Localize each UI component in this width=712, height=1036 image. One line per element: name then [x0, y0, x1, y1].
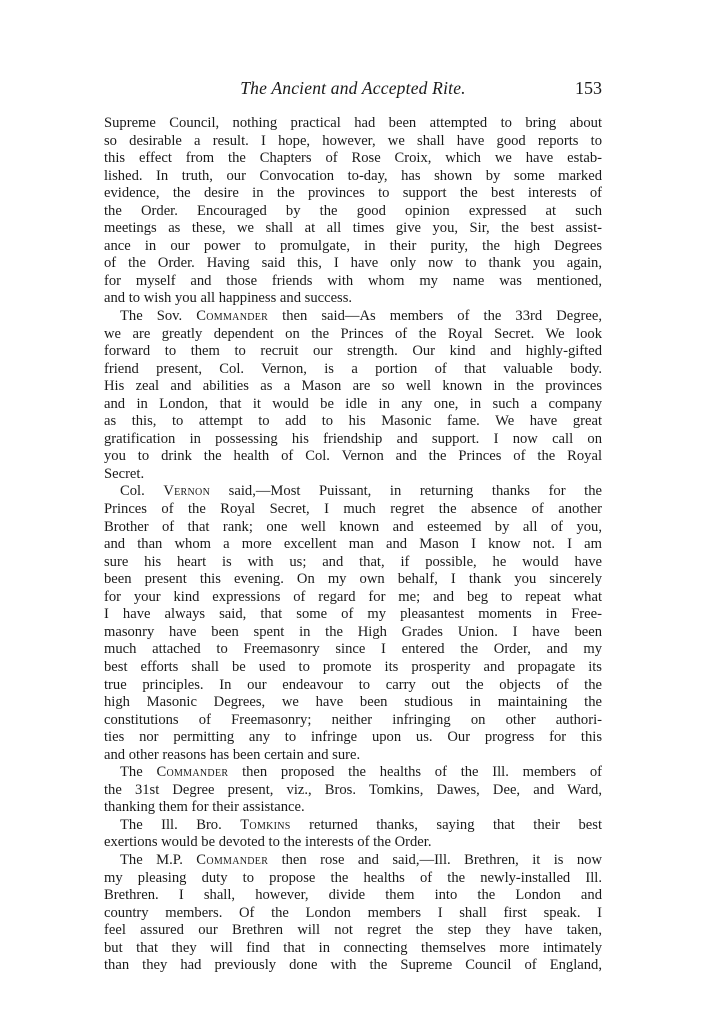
speaker-name: Tomkins [240, 816, 291, 833]
speaker-name: Commander [156, 764, 229, 781]
text-line: feel assured our Brethren will not regret the step they have taken, [104, 922, 602, 939]
text-line: and other reasons has been certain and sure. [104, 746, 361, 763]
text-line: for myself and those friends with whom my name was mentioned, [104, 272, 602, 289]
line-text: The M.P. [120, 851, 197, 868]
text-line: Secret. [104, 465, 145, 482]
text-line: forward to them to recruit our strength. Our kind and highly-gifted [104, 343, 602, 360]
text-line: so desirable a result. I hope, however, we shall have good reports to [104, 132, 602, 149]
running-head [104, 78, 602, 104]
line-text: Col. [120, 483, 164, 500]
text-line: evidence, the desire in the provinces to support the best interests of [104, 185, 602, 202]
page-number: 153 [575, 78, 602, 98]
text-line: Supreme Council, nothing practical had been attempted to bring about [104, 115, 602, 131]
text-line: country members. Of the London members I shall first speak. I [104, 904, 602, 921]
line-text: The [120, 764, 157, 781]
speaker-name: Commander [196, 851, 269, 868]
text-line [104, 483, 602, 501]
text-line: and than whom a more excellent man and Mason I know not. I am [104, 536, 602, 553]
text-line: sure his heart is with us; and that, if possible, he would have [104, 553, 602, 570]
text-line: Brethren. I shall, however, divide them into the London and [104, 887, 602, 904]
running-title: The Ancient and Accepted Rite. [240, 78, 466, 98]
text-line: high Masonic Degrees, we have been studious in maintaining the [104, 694, 602, 711]
text-line: ties nor permitting any to infringe upon us. Our progress for this [104, 729, 602, 746]
text-line: constitutions of Freemasonry; neither infringing on other authori- [104, 711, 602, 728]
line-text: then proposed the healths of the Ill. members of [228, 764, 602, 781]
text-line: you to drink the health of Col. Vernon and the Princes of the Royal [104, 448, 602, 465]
text-line: been present this evening. On my own behalf, I thank you sincerely [104, 571, 602, 588]
body-text [104, 115, 602, 975]
text-line: His zeal and abilities as a Mason are so well known in the provinces [104, 378, 602, 395]
text-line [104, 852, 602, 870]
text-line: gratification in possessing his friendship and support. I now call on [104, 430, 602, 447]
line-text: said,—Most Puissant, in returning thanks for the [210, 483, 602, 500]
line-text: The Sov. [120, 308, 197, 325]
text-line [104, 764, 602, 782]
line-text: then rose and said,—Ill. Brethren, it is now [268, 851, 602, 868]
text-line: I have always said, that some of my pleasantest moments in Free- [104, 606, 602, 623]
text-line: thanking them for their assistance. [104, 799, 305, 816]
line-text: returned thanks, saying that their best [290, 816, 602, 833]
line-text: The Ill. Bro. [120, 816, 241, 833]
text-line: but that they will find that in connecting themselves more intimately [104, 939, 602, 956]
text-line: Princes of the Royal Secret, I much regret the absence of another [104, 501, 602, 518]
text-line: as this, to attempt to add to his Masonic fame. We have great [104, 413, 602, 430]
text-line: best efforts shall be used to promote its prosperity and propagate its [104, 658, 602, 675]
text-line: for your kind expressions of regard for me; and beg to repeat what [104, 588, 602, 605]
text-line: much attached to Freemasonry since I entered the Order, and my [104, 641, 602, 658]
text-line: than they had previously done with the Supreme Council of England, [104, 957, 602, 974]
text-line [104, 817, 602, 835]
text-line: masonry have been spent in the High Grades Union. I have been [104, 623, 602, 640]
line-text: then said—As members of the 33rd Degree, [268, 308, 602, 325]
text-line: Brother of that rank; one well known and esteemed by all of you, [104, 518, 602, 535]
text-line: true principles. In our endeavour to carry out the objects of the [104, 676, 602, 693]
text-line: and in London, that it would be idle in any one, in such a company [104, 395, 602, 412]
text-line: we are greatly dependent on the Princes of the Royal Secret. We look [104, 325, 602, 342]
text-line: ance in our power to promulgate, in their purity, the high Degrees [104, 237, 602, 254]
text-line: and to wish you all happiness and success. [104, 290, 353, 307]
speaker-name: Commander [196, 308, 269, 325]
text-line: friend present, Col. Vernon, is a portion of that valuable body. [104, 360, 602, 377]
text-line: meetings as these, we shall at all times give you, Sir, the best assist- [104, 220, 602, 237]
text-line: the Order. Encouraged by the good opinion expressed at such [104, 202, 602, 219]
text-line: the 31st Degree present, viz., Bros. Tomkins, Dawes, Dee, and Ward, [104, 781, 602, 798]
text-line: lished. In truth, our Convocation to-day, has shown by some marked [104, 167, 602, 184]
text-line: exertions would be devoted to the interests of the Order. [104, 834, 432, 851]
text-line: of the Order. Having said this, I have only now to thank you again, [104, 255, 602, 272]
text-line: this effect from the Chapters of Rose Croix, which we have estab- [104, 150, 602, 167]
text-line [104, 308, 602, 326]
speaker-name: Vernon [163, 483, 211, 500]
text-line: my pleasing duty to propose the healths of the newly-installed Ill. [104, 869, 602, 886]
